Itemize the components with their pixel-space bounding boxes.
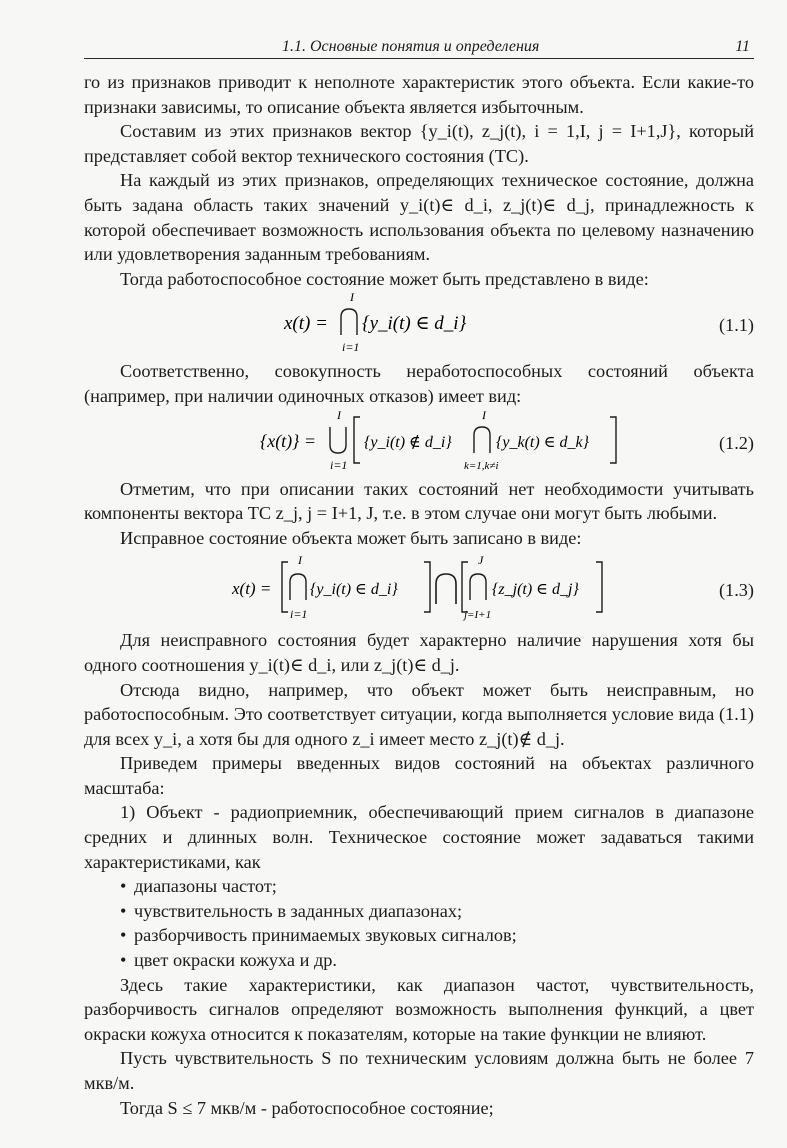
formula-1-1 [84, 291, 754, 359]
formula-body: {z_j(t) ∈ d_j} [492, 581, 579, 599]
paragraph: Отсюда видно, например, что объект может быть неисправным, но работоспособным. Это соответствует ситуации, когда выполняется условие вида (1.1) для всех y_i, а хотя бы для одного z_i имеет место z_j(t)∉ d_j. [84, 679, 754, 749]
list-item: • диапазоны частот; [120, 874, 754, 899]
formula-lhs: {x(t)} = [260, 430, 317, 451]
paragraph: 1) Объект - радиоприемник, обеспечивающий прием сигналов в диапазоне средних и длинных волн. Техническое состояние может задаваться такими характеристиками, как [84, 802, 754, 872]
paragraph: Исправное состояние объекта может быть записано в виде: [120, 527, 582, 548]
formula-lower-limit: i=1 [330, 457, 348, 472]
formula-1-3-expression [84, 550, 754, 628]
paragraph: Тогда работоспособное состояние может быть представлено в виде: [120, 268, 649, 289]
paragraph: Пусть чувствительность S по техническим условиям должна быть не более 7 мкв/м. [84, 1048, 754, 1093]
list-item: • разборчивость принимаемых звуковых сигналов; [120, 923, 754, 948]
left-bracket [282, 562, 288, 612]
paragraph: На каждый из этих признаков, определяющих техническое состояние, должна быть задана область таких значений y_i(t)∈ d_i, z_j(t)∈ d_j, принадлежность к которой обеспечивает возможность использования объекта по целевому назначению или удовлетворения заданным требованиям. [84, 170, 754, 265]
paragraph: Отметим, что при описании таких состояний нет необходимости учитывать компоненты вектора ТС z_j, j = I+1, J, т.е. в этом случае они могут быть любыми. [84, 478, 754, 524]
page-body [84, 70, 754, 1120]
paragraph: Тогда S ≤ 7 мкв/м - работоспособное состояние; [120, 1097, 494, 1118]
formula-1-1-expression [84, 291, 754, 359]
characteristics-list [84, 874, 754, 972]
running-header [84, 34, 754, 59]
formula-lower-limit: k=1,k≠i [464, 459, 499, 472]
formula-body: {y_k(t) ∈ d_k} [496, 433, 590, 451]
formula-number: (1.2) [718, 432, 754, 453]
page-number: 11 [735, 38, 750, 55]
right-bracket [610, 417, 616, 463]
formula-body: {y_i(t) ∈ d_i} [362, 313, 467, 335]
formula-upper-limit: I [298, 553, 302, 568]
intersection-symbol [341, 309, 357, 335]
paragraph: Составим из этих признаков вектор {y_i(t), z_j(t), i = 1,I, j = I+1,J}, который представляет собой вектор технического состояния (ТС). [84, 121, 754, 166]
formula-lhs: x(t) = [232, 579, 272, 599]
formula-number: (1.3) [718, 580, 754, 601]
formula-lower-limit: i=1 [342, 340, 360, 355]
right-bracket [424, 562, 430, 612]
formula-body: {y_i(t) ∉ d_i} [364, 433, 452, 451]
left-bracket [462, 562, 468, 612]
union-symbol [330, 427, 346, 453]
formula-1-3 [84, 550, 754, 628]
intersection-symbol [436, 574, 456, 604]
paragraph: Для неисправного состояния будет характерно наличие нарушения хотя бы одного соотношения y_i(t)∈ d_i, или z_j(t)∈ d_j. [84, 630, 754, 675]
formula-lower-limit: i=1 [290, 607, 308, 622]
formula-lhs: x(t) = [284, 313, 328, 335]
formula-body: {y_i(t) ∈ d_i} [310, 581, 398, 599]
right-bracket [596, 562, 602, 612]
formula-upper-limit: I [337, 407, 341, 422]
paragraph: Здесь такие характеристики, как диапазон частот, чувствительность, разборчивость сигналов определяют возможность выполнения функций, а цвет окраски кожуха относится к показателям, которые на такие функции не влияют. [84, 974, 754, 1044]
formula-upper-limit: I [482, 407, 486, 422]
intersection-symbol [470, 574, 486, 600]
formula-upper-limit: J [478, 553, 484, 568]
formula-1-2 [84, 409, 754, 477]
left-bracket [354, 417, 360, 463]
paragraph: Приведем примеры введенных видов состояний на объектах различного масштаба: [84, 753, 754, 798]
formula-number: (1.1) [718, 315, 754, 336]
intersection-symbol [474, 427, 490, 453]
list-item: • чувствительность в заданных диапазонах; [120, 899, 754, 924]
running-title: 1.1. Основные понятия и определения [282, 38, 540, 55]
paragraph: го из признаков приводит к неполноте характеристик этого объекта. Если какие-то признаки зависимы, то описание объекта является избыточным. [84, 72, 754, 117]
list-item: • цвет окраски кожуха и др. [120, 948, 754, 973]
formula-1-2-expression [84, 409, 754, 477]
formula-lower-limit: j=I+1 [464, 609, 492, 622]
intersection-symbol [290, 574, 306, 600]
paragraph: Соответственно, совокупность неработоспособных состояний объекта (например, при наличии одиночных отказов) имеет вид: [84, 361, 754, 406]
formula-upper-limit: I [350, 290, 354, 305]
